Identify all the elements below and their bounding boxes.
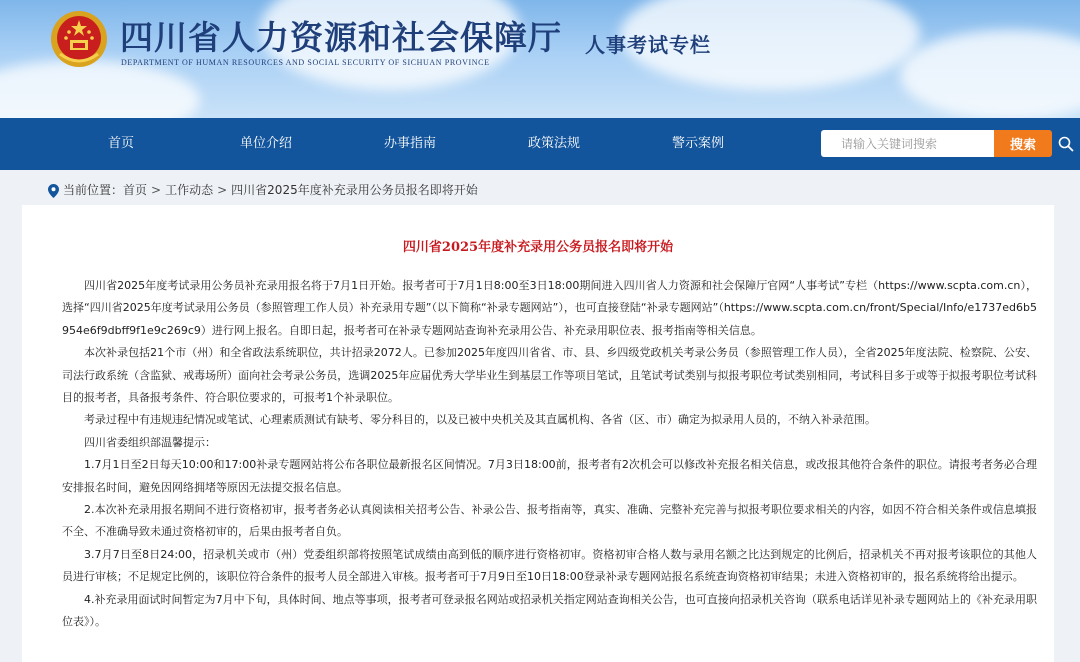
article-paragraph: 考录过程中有违规违纪情况或笔试、心理素质测试有缺考、零分科目的，以及已被中央机关及其直属机构、各省（区、市）确定为拟录用人员的，不纳入补录范围。 — [84, 413, 876, 427]
article-paragraph: 3.7月7日至8日24:00，招录机关或市（州）党委组织部将按照笔试成绩由高到低的顺序进行资格初审。资格初审合格人数与录用名额之比达到规定的比例后，招录机关不再对报考该职位的其他人员进行审核；不足规定比例的，该职位符合条件的报考人员全部进入审核。报考者可于7月9日至10日18:00登录补录专题网站报名系统查询资格初审结果；未进入资格初审的，报名系统将给出提示。 — [62, 547, 1037, 584]
article-body — [62, 275, 1037, 634]
breadcrumb-current: 四川省2025年度补充录用公务员报名即将开始 — [231, 183, 478, 197]
article-paragraph: 本次补录包括21个市（州）和全省政法系统职位，共计招录2072人。已参加2025年度四川省省、市、县、乡四级党政机关考录公务员（参照管理工作人员），全省2025年度法院、检察院、公安、司法行政系统（含监狱、戒毒场所）面向社会考录公务员，选调2025年应届优秀大学毕业生到基层工作等项目笔试，且笔试考试类别与拟报考职位考试类别相同，考试科目多于或等于拟报考职位考试科目的报考者，具备报考条件、符合职位要求的，可报考1个补录职位。 — [62, 346, 1037, 405]
search-input[interactable] — [821, 130, 997, 157]
article-paragraph: 1.7月1日至2日每天10:00和17:00补录专题网站将公布各职位最新报名区间情况。7月3日18:00前，报考者有2次机会可以修改补充报名相关信息，或改报其他符合条件的职位。请报考者务必合理安排报名时间，避免因网络拥堵等原因无法提交报名信息。 — [62, 458, 1037, 494]
section-title: 人事考试专栏 — [585, 33, 711, 57]
nav-item-guide[interactable]: 办事指南 — [384, 136, 437, 151]
breadcrumb-category[interactable]: 工作动态 — [165, 183, 214, 197]
nav-item-home[interactable]: 首页 — [108, 136, 135, 151]
article-container — [22, 205, 1054, 662]
article-paragraph: 2.本次补充录用报名期间不进行资格初审，报考者务必认真阅读相关招考公告、补录公告、报考指南等，真实、准确、完整补充完善与拟报考职位要求相关的内容，如因不符合相关条件或信息填报不全、不准确导致未通过资格初审的，后果由报考者自负。 — [62, 503, 1037, 539]
site-header — [0, 0, 1080, 118]
article-paragraph: 4.补充录用面试时间暂定为7月中下旬，具体时间、地点等事项，报考者可登录报名网站或招录机关指定网站查询相关公告，也可直接向招录机关咨询（联系电话详见补录专题网站上的《补充录用职位表》）。 — [62, 592, 1037, 629]
breadcrumb — [48, 180, 478, 200]
nav-item-cases[interactable]: 警示案例 — [672, 136, 725, 151]
nav-item-policy[interactable]: 政策法规 — [528, 136, 581, 151]
breadcrumb-separator: > — [151, 183, 162, 197]
site-title: 四川省人力资源和社会保障厅 — [120, 18, 562, 57]
breadcrumb-label: 当前位置： — [63, 183, 124, 197]
article-title: 四川省2025年度补充录用公务员报名即将开始 — [402, 240, 674, 255]
search-button[interactable]: 搜索 — [994, 130, 1052, 157]
location-pin-icon — [48, 184, 59, 198]
breadcrumb-home[interactable]: 首页 — [123, 183, 148, 197]
article-paragraph: 四川省委组织部温馨提示： — [84, 435, 216, 449]
cloud-decoration — [0, 60, 200, 118]
nav-item-about[interactable]: 单位介绍 — [240, 136, 293, 151]
search-icon[interactable] — [1058, 136, 1074, 152]
article-paragraph: 四川省2025年度考试录用公务员补充录用报名将于7月1日开始。报考者可于7月1日8:00至3日18:00期间进入四川省人力资源和社会保障厅官网“人事考试”专栏（https://www.scpta.com.cn），选择“四川省2025年度考试录用公务员（参照管理工作人员）补充录用专题”（以下简称“补录专题网站”），也可直接登陆“补录专题网站”（https://www.scpta.com.cn/front/Special/Info/e1737ed6b5954e6f9dbff9f1e9c269c9）进行网上报名。自即日起，报考者可在补录专题网站查询补充录用公告、补充录用职位表、报考指南等相关信息。 — [62, 279, 1037, 337]
national-emblem-icon — [50, 10, 108, 68]
cloud-decoration — [900, 30, 1080, 118]
site-subtitle: DEPARTMENT OF HUMAN RESOURCES AND SOCIAL SECURITY OF SICHUAN PROVINCE — [121, 58, 490, 67]
breadcrumb-separator: > — [217, 183, 228, 197]
